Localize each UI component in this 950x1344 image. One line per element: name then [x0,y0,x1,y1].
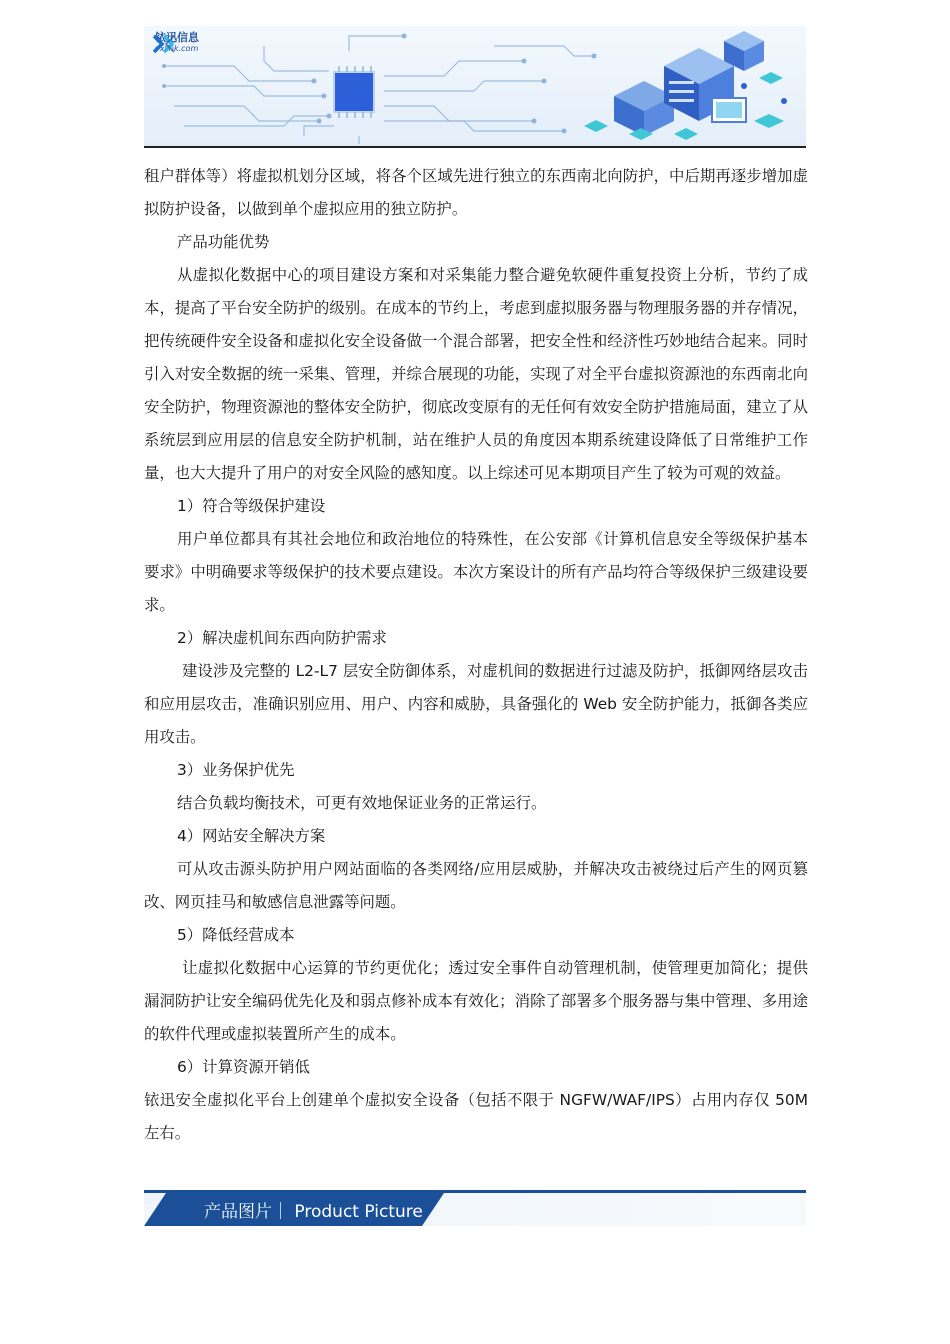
paragraph-advantages: 从虚拟化数据中心的项目建设方案和对采集能力整合避免软硬件重复投资上分析，节约了成本，提高了平台安全防护的级别。在成本的节约上，考虑到虚拟服务器与物理服务器的并存情况，把传统硬件安全设备和虚拟化安全设备做一个混合部署，把安全性和经济性巧妙地结合起来。同时引入对安全数据的统一采集、管理，并综合展现的功能，实现了对全平台虚拟资源池的东西南北向安全防护，物理资源池的整体安全防护，彻底改变原有的无任何有效安全防护措施局面，建立了从系统层到应用层的信息安全防护机制，站在维护人员的角度因本期系统建设降低了日常维护工作量，也大大提升了用户的对安全风险的感知度。以上综述可见本期项目产生了较为可观的效益。 [144,266,808,482]
brand-name: 铱迅信息 [155,31,199,44]
paragraph-intro-continuation: 租户群体等）将虚拟机划分区域，将各个区域先进行独立的东西南北向防护，中后期再逐步增加虚拟防护设备，以做到单个虚拟应用的独立防护。 [144,167,808,218]
item-heading-4: 4）网站安全解决方案 [177,827,326,845]
circuit-illustration [144,26,806,146]
item-heading-5: 5）降低经营成本 [177,926,295,944]
header-banner [144,26,806,146]
document-body [144,160,808,1150]
header-divider [144,146,806,148]
logo-mark-icon [152,32,176,56]
section-heading-advantages: 产品功能优势 [177,233,270,251]
item-body-6: 铱迅安全虚拟化平台上创建单个虚拟安全设备（包括不限于 NGFW/WAF/IPS）占用内存仅 50M 左右。 [144,1091,808,1142]
chip-icon [334,72,374,112]
item-body-3: 结合负载均衡技术，可更有效地保证业务的正常运行。 [177,794,547,812]
brand-domain: yxlink.com [155,44,199,53]
item-body-2: 建设涉及完整的 L2-L7 层安全防御体系，对虚机间的数据进行过滤及防护，抵御网络层攻击和应用层攻击，准确识别应用、用户、内容和威胁，具备强化的 Web 安全防护能力，抵御各类应用攻击。 [144,662,808,746]
item-body-1: 用户单位都具有其社会地位和政治地位的特殊性，在公安部《计算机信息安全等级保护基本要求》中明确要求等级保护的技术要点建设。本次方案设计的所有产品均符合等级保护三级建设要求。 [144,530,808,614]
item-body-4: 可从攻击源头防护用户网站面临的各类网络/应用层威胁，并解决攻击被绕过后产生的网页篡改、网页挂马和敏感信息泄露等问题。 [144,860,808,911]
brand-logo [152,32,199,53]
item-body-5: 让虚拟化数据中心运算的节约更优化；透过安全事件自动管理机制，使管理更加简化；提供漏洞防护让安全编码优先化及和弱点修补成本有效化；消除了部署多个服务器与集中管理、多用途的软件代理或虚拟装置所产生的成本。 [144,959,808,1043]
section-bar-label: 产品图片｜ Product Picture [204,1202,423,1222]
section-bar-product-picture [144,1190,806,1226]
item-heading-2: 2）解决虚机间东西向防护需求 [177,629,387,647]
server-rack-illustration [584,31,787,140]
item-heading-3: 3）业务保护优先 [177,761,295,779]
item-heading-1: 1）符合等级保护建设 [177,497,326,515]
item-heading-6: 6）计算资源开销低 [177,1058,310,1076]
